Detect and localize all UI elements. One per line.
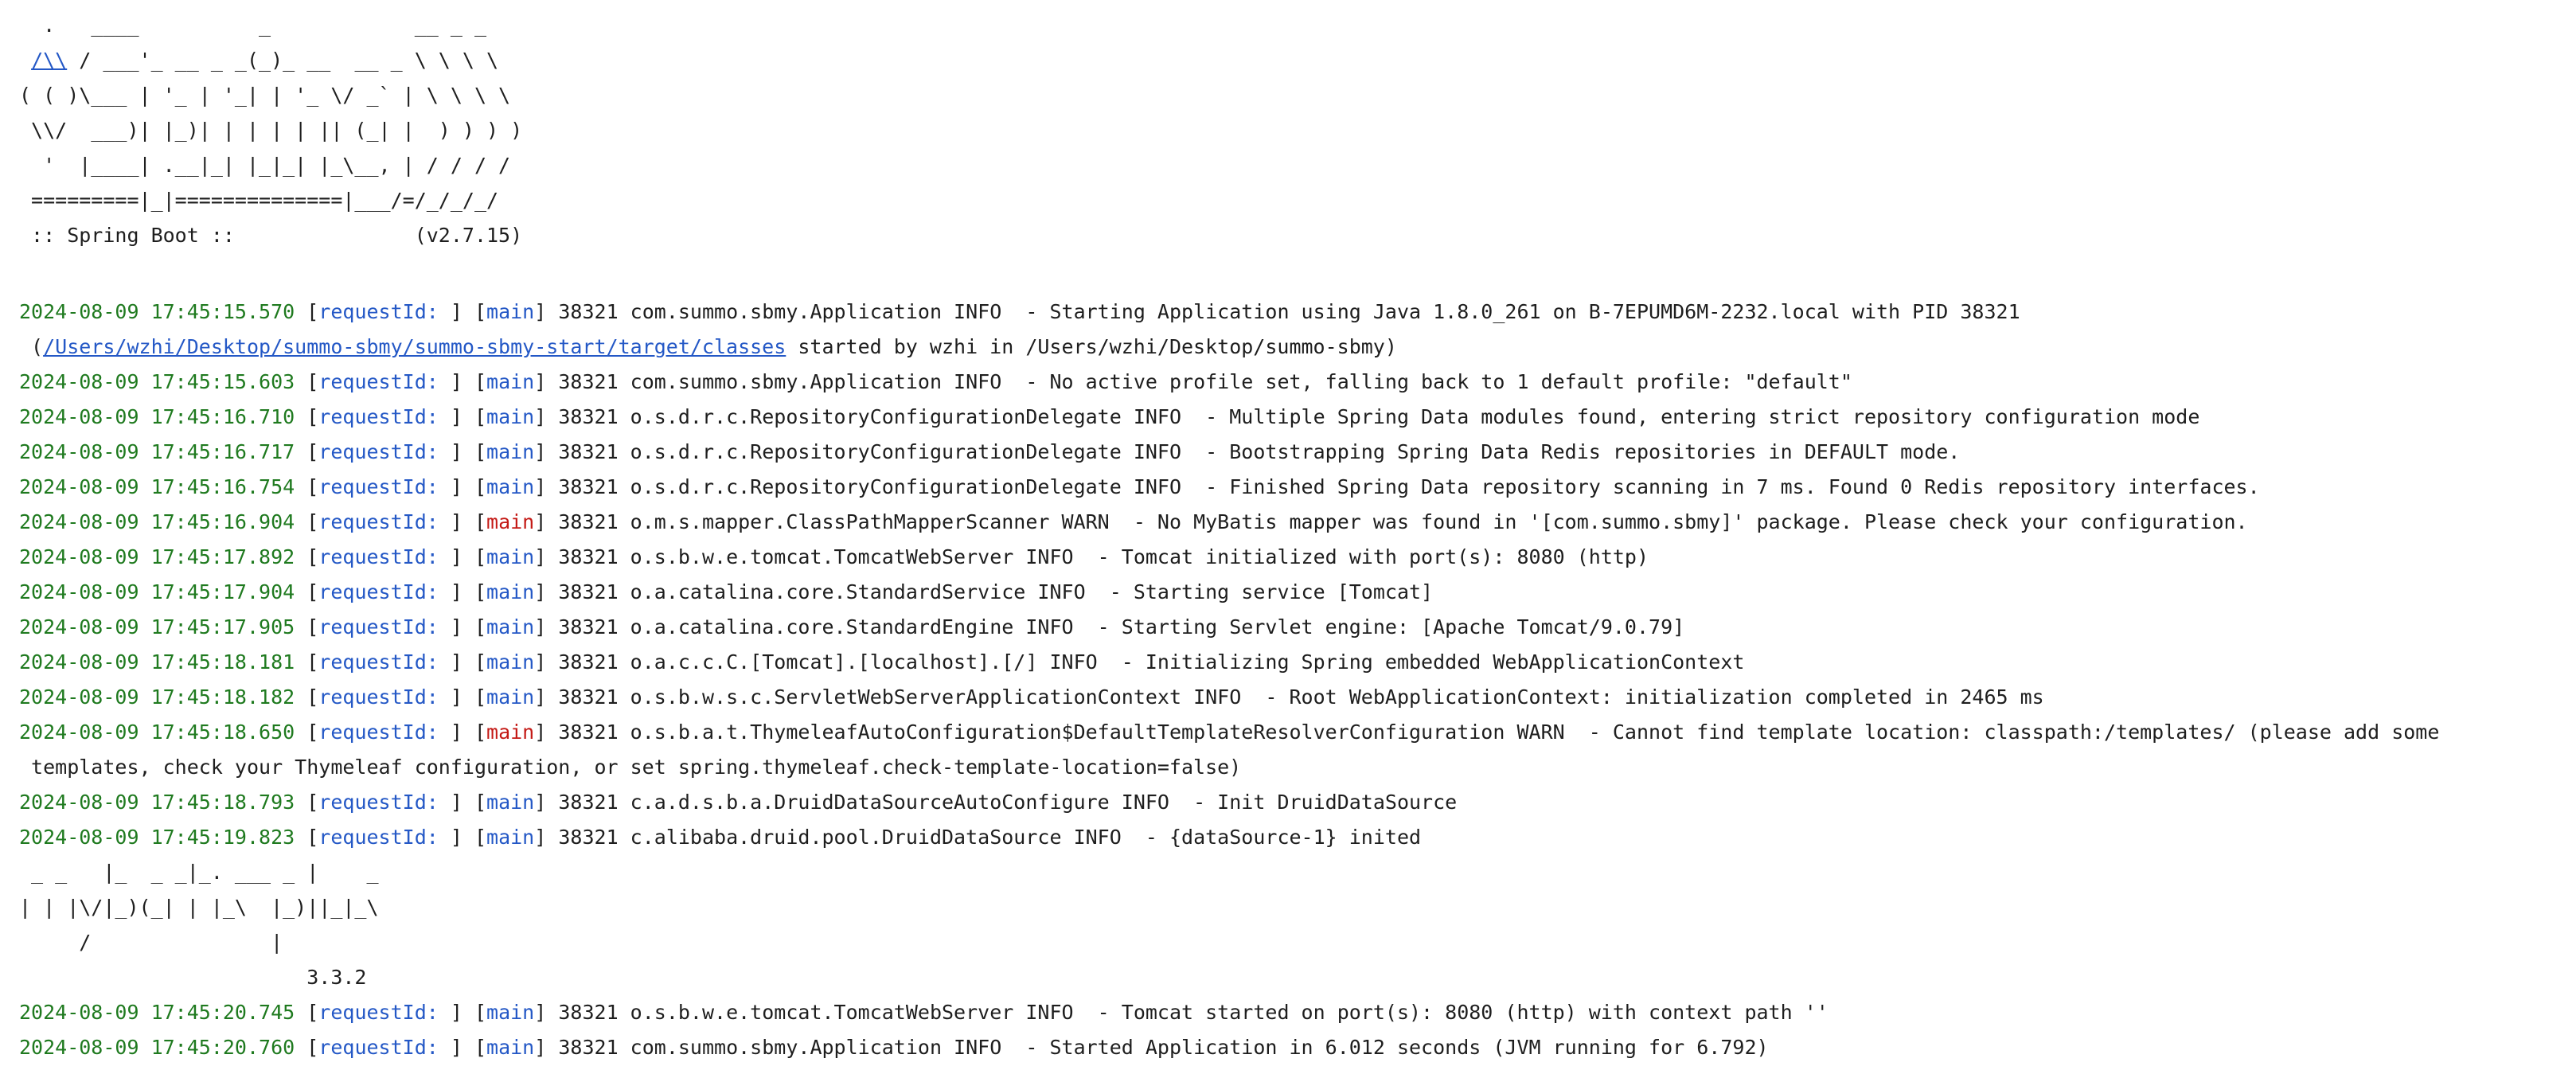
request-id-label: requestId: <box>318 510 439 533</box>
request-id-label: requestId: <box>318 1001 439 1024</box>
request-id-label: requestId: <box>318 440 439 463</box>
thread-name: main <box>486 685 535 709</box>
request-id-label: requestId: <box>318 650 439 674</box>
log-line-wrap: templates, check your Thymeleaf configuration, or set spring.thymeleaf.check-template-location=false) <box>19 756 1242 779</box>
classpath-link[interactable]: /Users/wzhi/Desktop/summo-sbmy/summo-sbmy-start/target/classes <box>43 335 786 358</box>
request-id-label: requestId: <box>318 615 439 638</box>
mybatis-banner-line-2: | | |\/|_)(_| | |_\ |_)||_|_\ <box>19 896 379 919</box>
thread-name: main <box>486 791 535 814</box>
banner-link[interactable]: /\\ <box>31 49 68 72</box>
thread-name-warn: main <box>486 510 535 533</box>
log-line: 2024-08-09 17:45:16.717 [requestId: ] [main] 38321 o.s.d.r.c.RepositoryConfigurationDelegate INFO - Bootstrapping Spring Data Redis repositories in DEFAULT mode. <box>19 440 1961 463</box>
log-message: 38321 com.summo.sbmy.Application INFO - Started Application in 6.012 seconds (JVM running for 6.792) <box>546 1036 1769 1059</box>
log-message-wrap: started by wzhi in /Users/wzhi/Desktop/summo-sbmy) <box>786 335 1397 358</box>
spring-banner-line-1: . ____ _ __ _ _ <box>19 14 486 37</box>
thread-name: main <box>486 615 535 638</box>
log-timestamp: 2024-08-09 17:45:16.717 <box>19 440 295 463</box>
request-id-label: requestId: <box>318 791 439 814</box>
log-timestamp: 2024-08-09 17:45:19.823 <box>19 826 295 849</box>
log-timestamp: 2024-08-09 17:45:17.905 <box>19 615 295 638</box>
log-line: 2024-08-09 17:45:17.905 [requestId: ] [main] 38321 o.a.catalina.core.StandardEngine INFO - Starting Servlet engine: [Apache Tomcat/9.0.79] <box>19 615 1685 638</box>
log-message: 38321 o.a.c.c.C.[Tomcat].[localhost].[/] INFO - Initializing Spring embedded WebApplicationContext <box>546 650 1745 674</box>
log-timestamp: 2024-08-09 17:45:15.570 <box>19 300 295 323</box>
thread-name: main <box>486 650 535 674</box>
log-line: 2024-08-09 17:45:17.892 [requestId: ] [main] 38321 o.s.b.w.e.tomcat.TomcatWebServer INFO - Tomcat initialized with port(s): 8080 (http) <box>19 545 1649 568</box>
log-message: 38321 o.s.b.w.e.tomcat.TomcatWebServer INFO - Tomcat initialized with port(s): 8080 (http) <box>546 545 1649 568</box>
log-line: 2024-08-09 17:45:17.904 [requestId: ] [main] 38321 o.a.catalina.core.StandardService INFO - Starting service [Tomcat] <box>19 580 1434 603</box>
spring-banner-line-3: ( ( )\___ | '_ | '_| | '_ \/ _` | \ \ \ \ <box>19 84 511 107</box>
thread-name: main <box>486 1001 535 1024</box>
log-line: 2024-08-09 17:45:18.793 [requestId: ] [main] 38321 c.a.d.s.b.a.DruidDataSourceAutoConfigure INFO - Init DruidDataSource <box>19 791 1458 814</box>
request-id-label: requestId: <box>318 720 439 744</box>
log-message: 38321 com.summo.sbmy.Application INFO - No active profile set, falling back to 1 default profile: "default" <box>546 370 1852 393</box>
log-message: 38321 o.s.b.a.t.ThymeleafAutoConfiguration$DefaultTemplateResolverConfiguration WARN - Cannot find template location: classpath:/templates/ (please add some <box>546 720 2440 744</box>
thread-name: main <box>486 300 535 323</box>
mybatis-banner-version: 3.3.2 <box>19 966 367 989</box>
thread-name: main <box>486 545 535 568</box>
request-id-label: requestId: <box>318 405 439 428</box>
log-timestamp: 2024-08-09 17:45:20.760 <box>19 1036 295 1059</box>
log-line: 2024-08-09 17:45:20.745 [requestId: ] [main] 38321 o.s.b.w.e.tomcat.TomcatWebServer INFO - Tomcat started on port(s): 8080 (http) with context path '' <box>19 1001 1829 1024</box>
mybatis-banner-line-3: / | <box>19 931 283 954</box>
log-message: 38321 o.m.s.mapper.ClassPathMapperScanner WARN - No MyBatis mapper was found in '[com.summo.sbmy]' package. Please check your configuration. <box>546 510 2248 533</box>
spring-banner-line-2-rest: / ___'_ __ _ _(_)_ __ __ _ \ \ \ \ <box>67 49 499 72</box>
log-line: 2024-08-09 17:45:18.181 [requestId: ] [main] 38321 o.a.c.c.C.[Tomcat].[localhost].[/] INFO - Initializing Spring embedded WebApplicationContext <box>19 650 1745 674</box>
log-timestamp: 2024-08-09 17:45:16.904 <box>19 510 295 533</box>
thread-name: main <box>486 370 535 393</box>
log-timestamp: 2024-08-09 17:45:16.710 <box>19 405 295 428</box>
log-message: 38321 o.a.catalina.core.StandardEngine INFO - Starting Servlet engine: [Apache Tomcat/9.0.79] <box>546 615 1685 638</box>
request-id-label: requestId: <box>318 545 439 568</box>
log-message: 38321 o.s.d.r.c.RepositoryConfigurationDelegate INFO - Finished Spring Data repository scanning in 7 ms. Found 0 Redis repository interfaces. <box>546 475 2260 498</box>
log-line-wrap: (/Users/wzhi/Desktop/summo-sbmy/summo-sbmy-start/target/classes started by wzhi in /Users/wzhi/Desktop/summo-sbmy) <box>19 335 1397 358</box>
thread-name-warn: main <box>486 720 535 744</box>
request-id-label: requestId: <box>318 475 439 498</box>
request-id-label: requestId: <box>318 370 439 393</box>
log-message: 38321 c.a.d.s.b.a.DruidDataSourceAutoConfigure INFO - Init DruidDataSource <box>546 791 1458 814</box>
log-timestamp: 2024-08-09 17:45:17.892 <box>19 545 295 568</box>
mybatis-banner-line-1: _ _ |_ _ _|_. ___ _ | _ <box>19 861 379 884</box>
log-line: 2024-08-09 17:45:19.823 [requestId: ] [main] 38321 c.alibaba.druid.pool.DruidDataSource INFO - {dataSource-1} inited <box>19 826 1422 849</box>
spring-banner-line-4: \\/ ___)| |_)| | | | | || (_| | ) ) ) ) <box>19 119 523 142</box>
spring-banner-line-6: =========|_|==============|___/=/_/_/_/ <box>19 189 499 212</box>
log-line: 2024-08-09 17:45:18.182 [requestId: ] [main] 38321 o.s.b.w.s.c.ServletWebServerApplicationContext INFO - Root WebApplicationContext: initialization completed in 2465 ms <box>19 685 2044 709</box>
log-message: 38321 o.a.catalina.core.StandardService INFO - Starting service [Tomcat] <box>546 580 1434 603</box>
log-line: 2024-08-09 17:45:16.710 [requestId: ] [main] 38321 o.s.d.r.c.RepositoryConfigurationDelegate INFO - Multiple Spring Data modules found, entering strict repository configuration mode <box>19 405 2200 428</box>
log-line: 2024-08-09 17:45:15.603 [requestId: ] [main] 38321 com.summo.sbmy.Application INFO - No active profile set, falling back to 1 default profile: "default" <box>19 370 1852 393</box>
log-timestamp: 2024-08-09 17:45:17.904 <box>19 580 295 603</box>
log-timestamp: 2024-08-09 17:45:16.754 <box>19 475 295 498</box>
request-id-label: requestId: <box>318 1036 439 1059</box>
thread-name: main <box>486 826 535 849</box>
log-message: 38321 o.s.d.r.c.RepositoryConfigurationDelegate INFO - Bootstrapping Spring Data Redis repositories in DEFAULT mode. <box>546 440 1961 463</box>
log-line: 2024-08-09 17:45:15.570 [requestId: ] [main] 38321 com.summo.sbmy.Application INFO - Starting Application using Java 1.8.0_261 on B-7EPUMD6M-2232.local with PID 38321 <box>19 300 2020 323</box>
log-timestamp: 2024-08-09 17:45:18.181 <box>19 650 295 674</box>
log-timestamp: 2024-08-09 17:45:20.745 <box>19 1001 295 1024</box>
log-timestamp: 2024-08-09 17:45:18.793 <box>19 791 295 814</box>
log-message: 38321 o.s.b.w.e.tomcat.TomcatWebServer INFO - Tomcat started on port(s): 8080 (http) with context path '' <box>546 1001 1829 1024</box>
request-id-label: requestId: <box>318 685 439 709</box>
log-line: 2024-08-09 17:45:20.760 [requestId: ] [main] 38321 com.summo.sbmy.Application INFO - Started Application in 6.012 seconds (JVM running for 6.792) <box>19 1036 1769 1059</box>
log-line: 2024-08-09 17:45:16.754 [requestId: ] [main] 38321 o.s.d.r.c.RepositoryConfigurationDelegate INFO - Finished Spring Data repository scanning in 7 ms. Found 0 Redis repository interfaces. <box>19 475 2260 498</box>
spring-boot-version: :: Spring Boot :: (v2.7.15) <box>19 224 523 247</box>
log-message: 38321 c.alibaba.druid.pool.DruidDataSource INFO - {dataSource-1} inited <box>546 826 1422 849</box>
request-id-label: requestId: <box>318 580 439 603</box>
request-id-label: requestId: <box>318 300 439 323</box>
thread-name: main <box>486 1036 535 1059</box>
log-message: 38321 o.s.b.w.s.c.ServletWebServerApplicationContext INFO - Root WebApplicationContext: initialization completed in 2465 ms <box>546 685 2044 709</box>
thread-name: main <box>486 405 535 428</box>
thread-name: main <box>486 580 535 603</box>
log-line-warn: 2024-08-09 17:45:16.904 [requestId: ] [main] 38321 o.m.s.mapper.ClassPathMapperScanner WARN - No MyBatis mapper was found in '[com.summo.sbmy]' package. Please check your configuration. <box>19 510 2248 533</box>
log-timestamp: 2024-08-09 17:45:15.603 <box>19 370 295 393</box>
request-id-label: requestId: <box>318 826 439 849</box>
log-line-warn: 2024-08-09 17:45:18.650 [requestId: ] [main] 38321 o.s.b.a.t.ThymeleafAutoConfiguration$DefaultTemplateResolverConfiguration WARN - Cannot find template location: classpath:/templates/ (please add some <box>19 720 2440 744</box>
thread-name: main <box>486 475 535 498</box>
log-message: 38321 o.s.d.r.c.RepositoryConfigurationDelegate INFO - Multiple Spring Data modules found, entering strict repository configuration mode <box>546 405 2200 428</box>
log-timestamp: 2024-08-09 17:45:18.650 <box>19 720 295 744</box>
thread-name: main <box>486 440 535 463</box>
spring-banner-line-2 <box>19 43 498 78</box>
spring-banner-line-5: ' |____| .__|_| |_|_| |_\__, | / / / / <box>19 154 511 177</box>
log-message: 38321 com.summo.sbmy.Application INFO - Starting Application using Java 1.8.0_261 on B-7EPUMD6M-2232.local with PID 38321 <box>546 300 2020 323</box>
log-timestamp: 2024-08-09 17:45:18.182 <box>19 685 295 709</box>
